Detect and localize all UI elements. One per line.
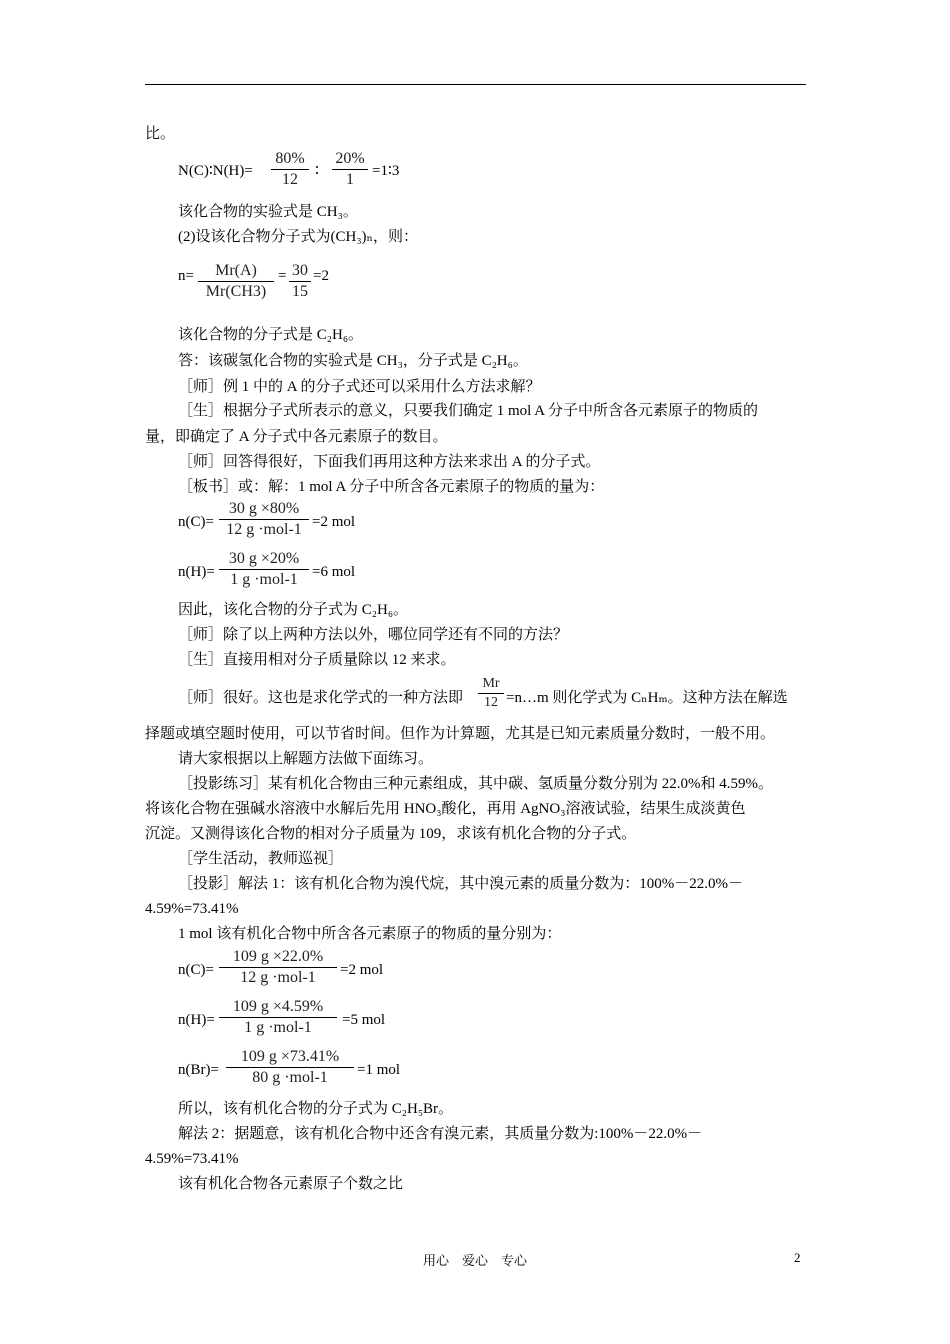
text-line: (2)设该化合物分子式为(CH₃)ₙ，则：	[178, 229, 419, 245]
fraction-nc-109: 109 g ×22.0% 12 g ·mol-1	[219, 948, 337, 987]
fraction-nh-109: 109 g ×4.59% 1 g ·mol-1	[219, 998, 337, 1037]
text-line: 沉淀。又测得该化合物的相对分子质量为 109，求该有机化合物的分子式。	[145, 826, 637, 842]
fraction-nbr: 109 g ×73.41% 80 g ·mol-1	[226, 1048, 354, 1087]
text-line: ［学生活动，教师巡视］	[178, 851, 344, 867]
text-line: 答：该碳氢化合物的实验式是 CH₃，分子式是 C₂H₆。	[178, 353, 528, 369]
fraction-mr-a-over-mr-ch3: Mr(A) Mr(CH3)	[198, 262, 274, 301]
n-result: =2	[313, 268, 329, 284]
text-line: 该有机化合物各元素原子个数之比	[178, 1176, 404, 1192]
text-line: 1 mol 该有机化合物中所含各元素原子的物质的量分别为：	[178, 926, 562, 942]
text-line: 量，即确定了 A 分子式中各元素原子的数目。	[145, 429, 448, 445]
text-line: ［师］除了以上两种方法以外，哪位同学还有不同的方法？	[178, 627, 569, 643]
text-line: 该化合物的分子式是 C₂H₆。	[178, 327, 364, 343]
text-line: ［投影］解法 1：该有机化合物为溴代烷，其中溴元素的质量分数为：100%－22.0%－	[178, 876, 743, 892]
nh-label: n(H)=	[178, 564, 215, 580]
nc-label: n(C)=	[178, 514, 214, 530]
ratio-sign: ∶	[315, 163, 319, 179]
text-line: 因此，该化合物的分子式为 C₂H₆。	[178, 602, 409, 618]
text-line: 比。	[145, 126, 176, 142]
text-line: ［师］很好。这也是求化学式的一种方法即	[178, 690, 464, 706]
text-line: ［师］回答得很好，下面我们再用这种方法来求出 A 的分子式。	[178, 454, 601, 470]
page-number: 2	[794, 1250, 801, 1265]
text-line: =n…m 则化学式为 CₙHₘ。这种方法在解选	[506, 690, 788, 706]
nbr-result: =1 mol	[357, 1062, 401, 1078]
nh-label: n(H)=	[178, 1012, 215, 1028]
nh-result: =5 mol	[342, 1012, 386, 1028]
text-line: 择题或填空题时使用，可以节省时间。但作为计算题，尤其是已知元素质量分数时，一般不用。	[145, 726, 776, 742]
nc-result: =2 mol	[312, 514, 356, 530]
text-line: ［生］直接用相对分子质量除以 12 来求。	[178, 652, 456, 668]
fraction-30-15: 30 15	[289, 262, 311, 301]
nc-label: n(C)=	[178, 962, 214, 978]
n-label: n=	[178, 268, 194, 284]
text-line: 该化合物的实验式是 CH₃。	[178, 204, 358, 220]
nc-result: =2 mol	[340, 962, 384, 978]
text-line: ［板书］或：解：1 mol A 分子中所含各元素原子的物质的量为：	[178, 479, 605, 495]
text-line: ［师］例 1 中的 A 的分子式还可以采用什么方法求解？	[178, 379, 541, 395]
ratio-label: N(C)∶N(H)=	[178, 163, 253, 179]
text-line: 4.59%=73.41%	[145, 901, 239, 917]
text-line: 所以，该有机化合物的分子式为 C₂H₅Br。	[178, 1101, 454, 1117]
header-rule	[145, 84, 806, 85]
ratio-result: =1∶3	[372, 163, 400, 179]
text-line: 将该化合物在强碱水溶液中水解后先用 HNO₃酸化，再用 AgNO₃溶液试验，结果生成淡黄色	[145, 801, 746, 817]
equals-sign: =	[278, 268, 287, 284]
fraction-nc: 30 g ×80% 12 g ·mol-1	[219, 500, 309, 539]
text-line: 4.59%=73.41%	[145, 1151, 239, 1167]
nh-result: =6 mol	[312, 564, 356, 580]
nbr-label: n(Br)=	[178, 1062, 219, 1078]
fraction-80-12: 80% 12	[271, 150, 309, 189]
page-footer: 用心 爱心 专心	[422, 1253, 527, 1268]
text-line: 解法 2：据题意，该有机化合物中还含有溴元素，其质量分数为:100%－22.0%－	[178, 1126, 703, 1142]
fraction-20-1: 20% 1	[332, 150, 368, 189]
text-line: ［生］根据分子式所表示的意义，只要我们确定 1 mol A 分子中所含各元素原子的物质的	[178, 403, 759, 419]
text-line: 请大家根据以上解题方法做下面练习。	[178, 751, 434, 767]
fraction-nh: 30 g ×20% 1 g ·mol-1	[219, 550, 309, 589]
fraction-mr-12: Mr 12	[478, 676, 504, 711]
text-line: ［投影练习］某有机化合物由三种元素组成，其中碳、氢质量分数分别为 22.0%和 4.59%。	[178, 776, 773, 792]
